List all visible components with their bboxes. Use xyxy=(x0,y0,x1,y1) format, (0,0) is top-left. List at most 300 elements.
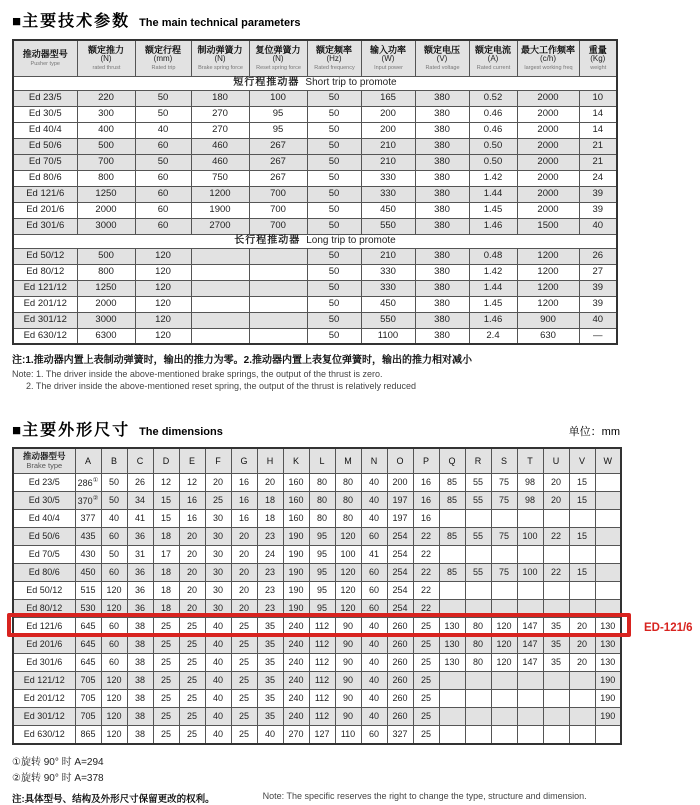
table-row xyxy=(13,654,621,672)
model-cell: Ed 121/12 xyxy=(13,280,77,296)
section2-title-en: The dimensions xyxy=(139,425,223,438)
table-cell: 2700 xyxy=(191,218,249,234)
table-cell: 85 xyxy=(439,474,465,492)
table-cell: 500 xyxy=(77,138,135,154)
table2-column-header: M xyxy=(335,448,361,474)
table-cell: 50 xyxy=(135,106,191,122)
table-cell: 240 xyxy=(283,672,309,690)
table-cell: 50 xyxy=(307,138,361,154)
table-cell: 20 xyxy=(543,492,569,510)
table-cell: 25 xyxy=(413,654,439,672)
table-cell: 60 xyxy=(135,186,191,202)
table-cell: 370② xyxy=(75,492,101,510)
table-cell: 95 xyxy=(249,106,307,122)
table-cell: 50 xyxy=(307,312,361,328)
model-cell: Ed 201/6 xyxy=(13,636,75,654)
table-cell: 35 xyxy=(257,690,283,708)
table-cell: 120 xyxy=(101,726,127,744)
table-cell: 800 xyxy=(77,170,135,186)
table-cell: 30 xyxy=(205,582,231,600)
table-cell xyxy=(491,672,517,690)
table-cell: 515 xyxy=(75,582,101,600)
table-row xyxy=(13,296,617,312)
table-cell: 60 xyxy=(101,564,127,582)
table-cell: 50 xyxy=(101,492,127,510)
table-cell: 50 xyxy=(307,264,361,280)
table-cell: 1200 xyxy=(517,296,579,312)
table-cell xyxy=(465,672,491,690)
table-cell: 22 xyxy=(543,528,569,546)
table-row xyxy=(13,528,621,546)
table-cell: 25 xyxy=(179,708,205,726)
section1-title-zh: 主要技术参数 xyxy=(22,13,131,30)
model-cell: Ed 40/4 xyxy=(13,122,77,138)
table-cell: 20 xyxy=(179,528,205,546)
table-cell: 41 xyxy=(127,510,153,528)
table-cell: 22 xyxy=(413,528,439,546)
table-cell: 1.46 xyxy=(469,312,517,328)
table-cell: 380 xyxy=(415,122,469,138)
table1-column-header xyxy=(307,40,361,76)
table-cell xyxy=(595,564,621,582)
table-cell xyxy=(249,280,307,296)
table-cell: 160 xyxy=(283,474,309,492)
table-cell: 254 xyxy=(387,528,413,546)
table-cell: 180 xyxy=(191,90,249,106)
table-cell: 120 xyxy=(335,600,361,618)
model-cell: Ed 121/6 xyxy=(13,186,77,202)
table-cell: 60 xyxy=(361,582,387,600)
table-cell: 0.50 xyxy=(469,138,517,154)
model-cell: Ed 121/12 xyxy=(13,672,75,690)
table-cell: 38 xyxy=(127,690,153,708)
column-label-zh: 额定行程 xyxy=(144,44,181,55)
table-cell: 435 xyxy=(75,528,101,546)
table-cell xyxy=(595,600,621,618)
table-cell: 14 xyxy=(579,106,617,122)
table-cell: 1.42 xyxy=(469,264,517,280)
table-cell: 380 xyxy=(415,218,469,234)
table-cell: 50 xyxy=(307,154,361,170)
column-label-zh: 最大工作频率 xyxy=(520,44,575,55)
table-cell: 254 xyxy=(387,600,413,618)
table1-column-header xyxy=(415,40,469,76)
table1-column-header xyxy=(191,40,249,76)
table-row xyxy=(13,474,621,492)
table-cell: 450 xyxy=(361,296,415,312)
column-label-en: weight xyxy=(589,64,606,71)
table1-column-header xyxy=(517,40,579,76)
table-cell: 1.44 xyxy=(469,186,517,202)
table-cell: 220 xyxy=(77,90,135,106)
table-cell: 35 xyxy=(257,654,283,672)
section-label-zh: 长行程推动器 xyxy=(234,235,301,246)
table-cell: 85 xyxy=(439,492,465,510)
table-cell xyxy=(439,546,465,564)
model-cell: Ed 30/5 xyxy=(13,106,77,122)
table-cell xyxy=(491,510,517,528)
table-cell: 16 xyxy=(231,474,257,492)
table-cell: 38 xyxy=(127,672,153,690)
table-cell: 2.4 xyxy=(469,328,517,344)
table-cell: 25 xyxy=(231,690,257,708)
table-cell xyxy=(191,312,249,328)
table-cell: 1.44 xyxy=(469,280,517,296)
table-cell: 90 xyxy=(335,672,361,690)
table-cell: 190 xyxy=(595,690,621,708)
table-cell: 330 xyxy=(361,264,415,280)
table-cell: 254 xyxy=(387,546,413,564)
table-cell: 1250 xyxy=(77,186,135,202)
table-cell: 50 xyxy=(307,202,361,218)
table-cell: 267 xyxy=(249,154,307,170)
table-cell xyxy=(439,726,465,744)
table-row xyxy=(13,138,617,154)
table-cell: 380 xyxy=(415,328,469,344)
table-cell: 36 xyxy=(127,564,153,582)
column-label-en: Reset spring force xyxy=(255,64,301,71)
table-cell: 254 xyxy=(387,582,413,600)
table-cell: 22 xyxy=(413,600,439,618)
table-cell: 2000 xyxy=(517,154,579,170)
table-cell: 80 xyxy=(309,474,335,492)
table1-note-en-2: 2. The driver inside the above-mentioned reset spring, the output of the thrust is relatively reduced xyxy=(26,381,417,392)
model-cell: Ed 301/12 xyxy=(13,708,75,726)
table-row xyxy=(13,202,617,218)
table-cell: 80 xyxy=(309,492,335,510)
table-cell: 190 xyxy=(283,582,309,600)
table-cell: 40 xyxy=(257,726,283,744)
table-cell: 2000 xyxy=(77,202,135,218)
table-cell: 25 xyxy=(153,654,179,672)
table-cell: 90 xyxy=(335,636,361,654)
table-cell: 60 xyxy=(361,600,387,618)
table-cell: 60 xyxy=(361,564,387,582)
table-cell: 10 xyxy=(579,90,617,106)
table-cell xyxy=(543,672,569,690)
table-cell: 260 xyxy=(387,654,413,672)
table-cell xyxy=(191,328,249,344)
table-cell: 1200 xyxy=(517,264,579,280)
table-cell: 260 xyxy=(387,690,413,708)
table-cell: 25 xyxy=(179,654,205,672)
table-cell: 95 xyxy=(249,122,307,138)
table-cell: 30 xyxy=(205,546,231,564)
table1-section-cell xyxy=(13,234,617,248)
table-cell: 2000 xyxy=(517,106,579,122)
table-cell: 21 xyxy=(579,138,617,154)
table-cell: 40 xyxy=(205,708,231,726)
column-label-en: Rated voltage xyxy=(424,64,460,71)
table-row xyxy=(13,492,621,510)
table-cell: 700 xyxy=(77,154,135,170)
column-label-zh: 额定电流 xyxy=(474,44,511,55)
model-cell: Ed 80/6 xyxy=(13,170,77,186)
table-row xyxy=(13,154,617,170)
table-cell xyxy=(465,546,491,564)
table-row xyxy=(13,726,621,744)
table-cell: 380 xyxy=(415,296,469,312)
table-cell: 25 xyxy=(153,636,179,654)
section-label-en: Long trip to promote xyxy=(306,235,396,246)
table-cell: 25 xyxy=(231,672,257,690)
table-cell: 16 xyxy=(231,510,257,528)
table1-section-row xyxy=(13,76,617,90)
table1-section-cell xyxy=(13,76,617,90)
table-cell xyxy=(595,726,621,744)
table-cell: 2000 xyxy=(517,186,579,202)
table-cell: 530 xyxy=(75,600,101,618)
table-cell xyxy=(439,582,465,600)
table-cell: 240 xyxy=(283,690,309,708)
table-cell: 60 xyxy=(361,726,387,744)
column-unit: (Hz) xyxy=(326,54,342,64)
table-cell xyxy=(465,708,491,726)
table-cell: — xyxy=(579,328,617,344)
table-cell: 267 xyxy=(249,170,307,186)
table-cell: 50 xyxy=(101,546,127,564)
table-cell: 2000 xyxy=(517,90,579,106)
table-cell: 705 xyxy=(75,708,101,726)
table-cell: 120 xyxy=(135,264,191,280)
table-cell: 16 xyxy=(413,474,439,492)
table-cell: 40 xyxy=(361,654,387,672)
table-cell: 3000 xyxy=(77,218,135,234)
table-cell: 95 xyxy=(309,528,335,546)
table-row xyxy=(13,328,617,344)
table-cell: 330 xyxy=(361,170,415,186)
table-cell: 60 xyxy=(361,528,387,546)
table-cell: 85 xyxy=(439,528,465,546)
column-label-en: largest working freq xyxy=(523,64,573,71)
table-cell: 260 xyxy=(387,618,413,636)
table2-column-header: L xyxy=(309,448,335,474)
table-cell: 55 xyxy=(465,474,491,492)
table-cell: 50 xyxy=(307,90,361,106)
table-cell: 400 xyxy=(77,122,135,138)
table-cell: 380 xyxy=(415,202,469,218)
table-cell: 1900 xyxy=(191,202,249,218)
table-row xyxy=(13,546,621,564)
table2-note-en: Note: The specific reserves the right to change the type, structure and dimension. xyxy=(262,790,587,801)
model-cell: Ed 301/6 xyxy=(13,654,75,672)
model-cell: Ed 70/5 xyxy=(13,154,77,170)
column-unit: (V) xyxy=(436,54,448,64)
table-cell: 25 xyxy=(413,618,439,636)
table-cell: 40 xyxy=(579,312,617,328)
table-cell: 130 xyxy=(595,636,621,654)
table-cell: 15 xyxy=(153,492,179,510)
table-cell xyxy=(191,296,249,312)
table-cell: 0.50 xyxy=(469,154,517,170)
table-cell: 18 xyxy=(153,582,179,600)
table-cell: 1.45 xyxy=(469,296,517,312)
table-cell: 1.42 xyxy=(469,170,517,186)
model-cell: Ed 23/5 xyxy=(13,90,77,106)
table1-column-header xyxy=(249,40,307,76)
table-cell: 25 xyxy=(413,726,439,744)
table2-body xyxy=(13,474,621,744)
table-cell: 705 xyxy=(75,690,101,708)
table-cell: 40 xyxy=(579,218,617,234)
column-unit: (N) xyxy=(214,54,226,64)
table-cell: 160 xyxy=(283,492,309,510)
model-cell: Ed 201/6 xyxy=(13,202,77,218)
table-cell: 35 xyxy=(257,708,283,726)
table-cell: 22 xyxy=(413,582,439,600)
table-cell: 80 xyxy=(335,492,361,510)
section-label-zh: 短行程推动器 xyxy=(233,77,300,88)
table-cell: 210 xyxy=(361,138,415,154)
table-cell xyxy=(439,600,465,618)
table2-column-header: R xyxy=(465,448,491,474)
column-unit: (c/h) xyxy=(540,54,556,64)
table-cell: 23 xyxy=(257,564,283,582)
table-cell: 130 xyxy=(439,618,465,636)
table-cell: 460 xyxy=(191,138,249,154)
table-cell: 380 xyxy=(415,186,469,202)
table2-column-header: E xyxy=(179,448,205,474)
table-cell xyxy=(543,510,569,528)
table2-column-header: N xyxy=(361,448,387,474)
column-label-zh: 推动器型号 xyxy=(22,450,66,461)
table-cell: 270 xyxy=(283,726,309,744)
table-cell xyxy=(543,600,569,618)
section2-title-zh: 主要外形尺寸 xyxy=(22,421,131,439)
column-unit: (N) xyxy=(100,54,112,64)
table-cell xyxy=(491,726,517,744)
table-cell: 60 xyxy=(101,528,127,546)
table-cell: 35 xyxy=(543,654,569,672)
table2-column-header: O xyxy=(387,448,413,474)
column-label-en: Rated current xyxy=(476,64,510,71)
table-cell: 2000 xyxy=(77,296,135,312)
column-label-zh: 制动弹簧力 xyxy=(197,44,243,55)
table-cell xyxy=(543,708,569,726)
table-cell: 41 xyxy=(361,546,387,564)
table-row xyxy=(13,600,621,618)
table-cell: 380 xyxy=(415,312,469,328)
table-cell xyxy=(543,690,569,708)
table-row xyxy=(13,106,617,122)
table-cell: 110 xyxy=(335,726,361,744)
table-cell: 30 xyxy=(205,600,231,618)
table-cell xyxy=(517,726,543,744)
table-cell: 12 xyxy=(179,474,205,492)
table-cell: 900 xyxy=(517,312,579,328)
table-cell: 2000 xyxy=(517,138,579,154)
footnote-1: ①旋转 90° 时 A=294 xyxy=(12,756,104,768)
table-cell: 80 xyxy=(335,474,361,492)
table-row xyxy=(13,264,617,280)
table-row xyxy=(13,248,617,264)
table2-column-header: A xyxy=(75,448,101,474)
table-cell: 30 xyxy=(205,564,231,582)
table-cell: 147 xyxy=(517,636,543,654)
table-cell: 750 xyxy=(191,170,249,186)
table-cell: 190 xyxy=(283,546,309,564)
table-cell xyxy=(191,248,249,264)
table-cell: 380 xyxy=(415,264,469,280)
table2-column-header: P xyxy=(413,448,439,474)
table-cell: 25 xyxy=(179,690,205,708)
table2-column-header: V xyxy=(569,448,595,474)
table-cell xyxy=(491,690,517,708)
table-cell: 20 xyxy=(179,564,205,582)
model-cell: Ed 30/5 xyxy=(13,492,75,510)
table-row xyxy=(13,564,621,582)
table-cell: 865 xyxy=(75,726,101,744)
table-cell: 100 xyxy=(249,90,307,106)
table-cell: 112 xyxy=(309,636,335,654)
table2-note-zh: 注:具体型号、结构及外形尺寸保留更改的权利。 xyxy=(12,793,215,805)
table-cell: 25 xyxy=(231,618,257,636)
table-cell: 327 xyxy=(387,726,413,744)
table1-section-row xyxy=(13,234,617,248)
table-row xyxy=(13,170,617,186)
table2-column-header: S xyxy=(491,448,517,474)
table-row xyxy=(13,582,621,600)
table-cell: 22 xyxy=(413,546,439,564)
table-cell: 190 xyxy=(595,672,621,690)
column-unit: (mm) xyxy=(153,54,173,64)
table-cell: 127 xyxy=(309,726,335,744)
table-cell: 700 xyxy=(249,186,307,202)
table1-column-header xyxy=(361,40,415,76)
table-cell: 210 xyxy=(361,154,415,170)
table2-head xyxy=(13,448,621,474)
footnote-2: ②旋转 90° 时 A=378 xyxy=(12,772,104,784)
table-cell: 90 xyxy=(335,618,361,636)
table-cell xyxy=(465,510,491,528)
table-cell: 40 xyxy=(361,474,387,492)
table-cell: 80 xyxy=(309,510,335,528)
table-cell: 130 xyxy=(439,654,465,672)
table-cell: 190 xyxy=(283,528,309,546)
table-cell xyxy=(491,582,517,600)
table-cell: 38 xyxy=(127,708,153,726)
table-cell: 25 xyxy=(153,672,179,690)
table-cell: 380 xyxy=(415,248,469,264)
table-cell: 35 xyxy=(543,618,569,636)
table-cell: 15 xyxy=(569,474,595,492)
table-cell: 55 xyxy=(465,528,491,546)
table-cell: 17 xyxy=(153,546,179,564)
table-cell: 147 xyxy=(517,618,543,636)
table-cell xyxy=(595,492,621,510)
table-cell: 20 xyxy=(231,546,257,564)
table-cell: 2000 xyxy=(517,202,579,218)
table-cell: 0.52 xyxy=(469,90,517,106)
table-cell: 112 xyxy=(309,654,335,672)
table-cell: 50 xyxy=(307,186,361,202)
table-cell: 40 xyxy=(205,618,231,636)
table-cell: 147 xyxy=(517,654,543,672)
table-cell: 1.46 xyxy=(469,218,517,234)
table-cell: 120 xyxy=(335,564,361,582)
table-cell xyxy=(249,328,307,344)
table-cell xyxy=(569,672,595,690)
table-cell: 120 xyxy=(135,296,191,312)
table-cell: 60 xyxy=(135,218,191,234)
table-cell: 120 xyxy=(101,672,127,690)
table-cell: 705 xyxy=(75,672,101,690)
table-cell: 90 xyxy=(335,690,361,708)
table-cell: 25 xyxy=(179,636,205,654)
table-cell: 25 xyxy=(231,636,257,654)
table-cell: 120 xyxy=(135,280,191,296)
table-cell: 630 xyxy=(517,328,579,344)
